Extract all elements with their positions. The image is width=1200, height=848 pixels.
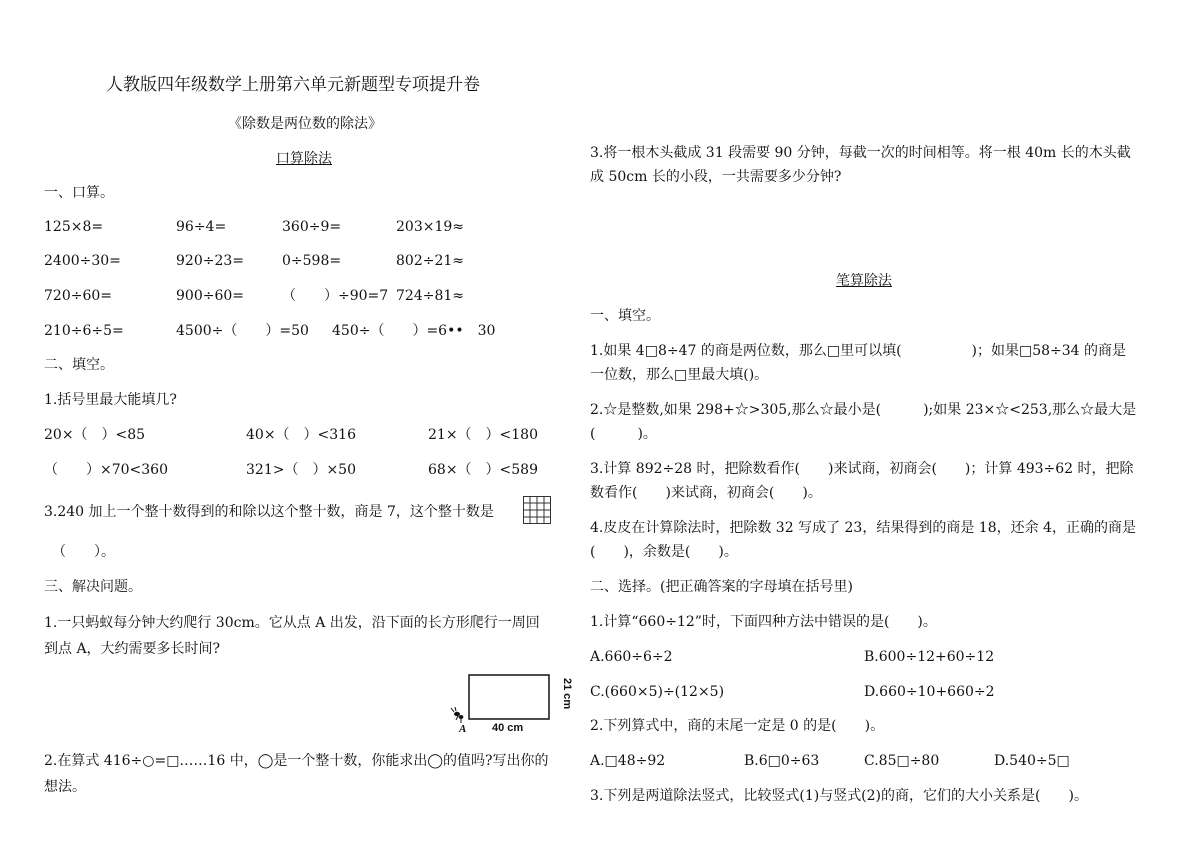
fill-3-line2: 数看作( )来试商，初商会( )。 xyxy=(590,485,822,501)
oral-item: 2400÷30= xyxy=(44,253,121,269)
fill-item: 20×（ ）<85 xyxy=(44,427,146,443)
question-1-title: 1.括号里最大能填几? xyxy=(44,392,177,408)
choice-option: A.660÷6÷2 xyxy=(590,649,673,665)
problem-2-line1: 2.在算式 416÷○=□……16 中，◯是一个整十数，你能求出◯的值吗?写出你的 xyxy=(44,753,549,769)
choice-option: A.□48÷92 xyxy=(590,753,666,769)
fill-item: （ ）×70<360 xyxy=(44,462,168,478)
oral-item: 96÷4= xyxy=(176,219,227,235)
ant-icon xyxy=(451,707,463,723)
page-title: 人教版四年级数学上册第六单元新题型专项提升卷 xyxy=(106,75,480,95)
rectangle-path xyxy=(469,675,549,719)
part2-heading: 二、填空。 xyxy=(44,357,114,373)
question-3-line1: 3.240 加上一个整十数得到的和除以这个整十数，商是 7，这个整十数是 xyxy=(44,504,494,520)
choice-1-title: 1.计算“660÷12”时，下面四种方法中错误的是( )。 xyxy=(590,614,937,630)
oral-item: 802÷21≈ xyxy=(396,253,464,269)
fill-item: 321>（ ）×50 xyxy=(246,462,356,478)
choice-3-title: 3.下列是两道除法竖式，比较竖式(1)与竖式(2)的商，它们的大小关系是( )。 xyxy=(590,788,1088,804)
oral-item: 720÷60= xyxy=(44,288,112,304)
part1-heading: 一、口算。 xyxy=(44,185,114,201)
section-title-written-division: 笔算除法 xyxy=(836,273,892,289)
choice-option: B.6□0÷63 xyxy=(744,753,820,769)
problem-1-line2: 到点 A，大约需要多长时间? xyxy=(44,641,221,657)
oral-item: 900÷60= xyxy=(176,288,244,304)
fill-3-line1: 3.计算 892÷28 时，把除数看作( )来试商，初商会( )；计算 493÷62 时，把除 xyxy=(590,461,1134,477)
fill-2-line1: 2.☆是整数,如果 298+☆>305,那么☆最小是( );如果 23×☆<253,那么☆最大是 xyxy=(590,402,1137,418)
width-label: 40 cm xyxy=(492,722,524,734)
fill-item: 40×（ ）<316 xyxy=(246,427,356,443)
choice-option: C.85□÷80 xyxy=(864,753,940,769)
fill-4-line1: 4.皮皮在计算除法时，把除数 32 写成了 23，结果得到的商是 18，还余 4，正确的商是 xyxy=(590,520,1136,536)
rectangle-figure xyxy=(440,668,580,734)
fill-4-line2: ( )，余数是( )。 xyxy=(590,544,738,560)
oral-item: 0÷598= xyxy=(282,253,342,269)
problem-3-line2: 成 50cm 长的小段，一共需要多少分钟? xyxy=(590,169,842,185)
part3-heading: 三、解决问题。 xyxy=(44,579,142,595)
right-part2-heading: 二、选择。(把正确答案的字母填在括号里) xyxy=(590,579,853,595)
fill-1-line1: 1.如果 4□8÷47 的商是两位数，那么□里可以填( )；如果□58÷34 的商是 xyxy=(590,343,1127,359)
right-part1-heading: 一、填空。 xyxy=(590,308,660,324)
height-label: 21 cm xyxy=(561,678,573,710)
oral-item: 125×8= xyxy=(44,219,104,235)
oral-item: 450÷（ ）=6•• 30 xyxy=(332,323,496,339)
point-label: A xyxy=(459,723,467,734)
question-3-line2: （ ）。 xyxy=(52,544,115,560)
choice-option: D.540÷5□ xyxy=(994,753,1070,769)
oral-item: （ ）÷90=7 xyxy=(282,288,389,304)
problem-2-line2: 想法。 xyxy=(44,779,86,795)
page-subtitle: 《除数是两位数的除法》 xyxy=(228,116,382,132)
problem-3-line1: 3.将一根木头截成 31 段需要 90 分钟，每截一次的时间相等。将一根 40m 长的木头截 xyxy=(590,145,1131,161)
oral-item: 203×19≈ xyxy=(396,219,464,235)
fill-2-line2: ( )。 xyxy=(590,426,657,442)
oral-item: 724÷81≈ xyxy=(396,288,464,304)
section-title-oral-division: 口算除法 xyxy=(276,151,332,167)
choice-option: D.660÷10+660÷2 xyxy=(864,684,995,700)
oral-item: 210÷6÷5= xyxy=(44,323,124,339)
choice-option: B.600÷12+60÷12 xyxy=(864,649,995,665)
fill-1-line2: 一位数，那么□里最大填()。 xyxy=(590,367,769,383)
oral-item: 920÷23= xyxy=(176,253,244,269)
fill-item: 21×（ ）<180 xyxy=(428,427,538,443)
choice-2-title: 2.下列算式中，商的末尾一定是 0 的是( )。 xyxy=(590,718,885,734)
grid-icon xyxy=(523,496,551,524)
problem-1-line1: 1.一只蚂蚁每分钟大约爬行 30cm。它从点 A 出发，沿下面的长方形爬行一周回 xyxy=(44,615,540,631)
oral-item: 4500÷（ ）=50 xyxy=(176,323,309,339)
fill-item: 68×（ ）<589 xyxy=(428,462,538,478)
choice-option: C.(660×5)÷(12×5) xyxy=(590,684,725,700)
oral-item: 360÷9= xyxy=(282,219,342,235)
